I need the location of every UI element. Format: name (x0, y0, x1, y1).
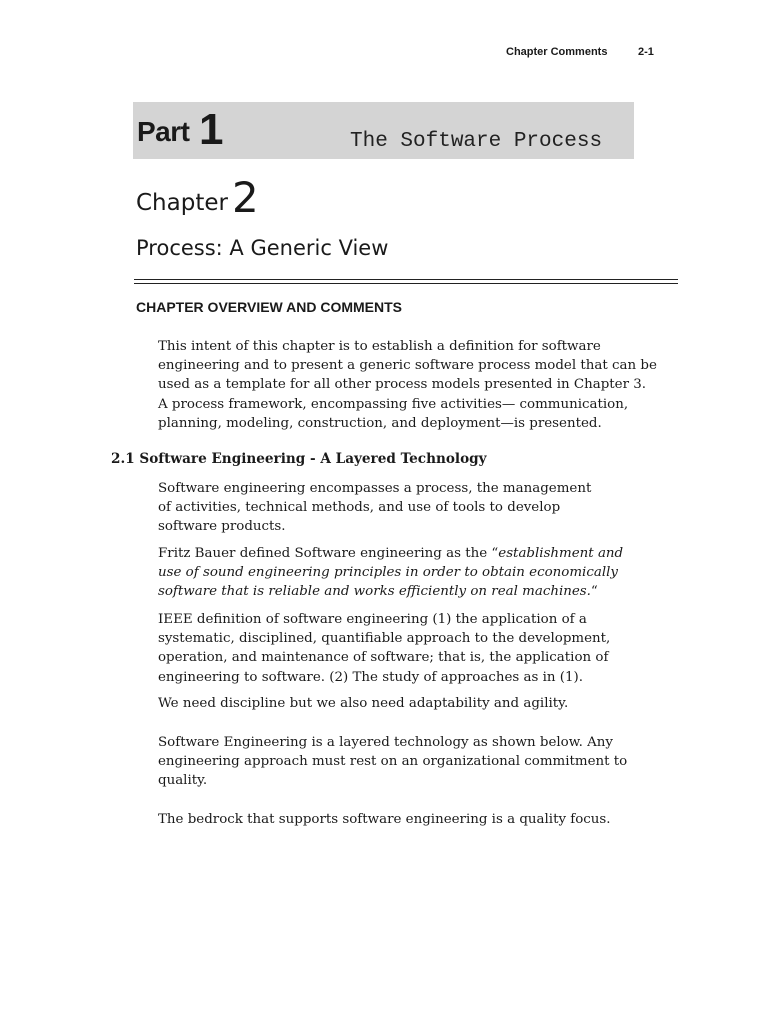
page-number: 2-1 (638, 46, 654, 58)
part-number: 1 (199, 105, 224, 154)
section-heading: 2.1 Software Engineering - A Layered Technology (111, 451, 487, 467)
bauer-definition-paragraph (158, 544, 648, 602)
running-head (0, 46, 768, 62)
bedrock-paragraph: The bedrock that supports software engineering is a quality focus. (158, 812, 611, 827)
overview-heading: CHAPTER OVERVIEW AND COMMENTS (136, 299, 403, 315)
part-label: Part (137, 116, 190, 147)
layered-technology-paragraph: Software Engineering is a layered technology as shown below. Any engineering approach must rest on an organizational commitment to quality. (158, 735, 628, 789)
title-rule-top (134, 279, 678, 280)
part-title: The Software Process (350, 130, 603, 153)
bauer-suffix: “ (590, 584, 598, 600)
overview-paragraph: This intent of this chapter is to establish a definition for software engineering and to present a generic software process model that can be used as a template for all other process models presented in Chapter 3. A process framework, encompassing five activities— communication, planning, modeling, construction, and deployment—is presented. (158, 339, 657, 431)
discipline-paragraph: We need discipline but we also need adaptability and agility. (158, 696, 569, 711)
encompasses-paragraph: Software engineering encompasses a process, the management of activities, technical methods, and use of tools to develop software products. (158, 481, 592, 535)
title-rule-bottom (134, 283, 678, 284)
chapter-number: 2 (232, 173, 259, 222)
chapter-title: Process: A Generic View (136, 236, 389, 260)
part-banner (133, 102, 634, 159)
chapter-label: Chapter (136, 190, 228, 216)
running-head-title: Chapter Comments (506, 46, 608, 58)
ieee-definition-paragraph: IEEE definition of software engineering (1) the application of a systematic, disciplined, quantifiable approach to the development, operation, and maintenance of software; that is, the application of engineering to software. (2) The study of approaches as in (1). (158, 612, 611, 685)
bauer-quote: establishment and use of sound engineering principles in order to obtain economically software that is reliable and works efficiently on real machines. (158, 546, 624, 600)
bauer-prefix: Fritz Bauer defined Software engineering as the “ (158, 546, 499, 561)
